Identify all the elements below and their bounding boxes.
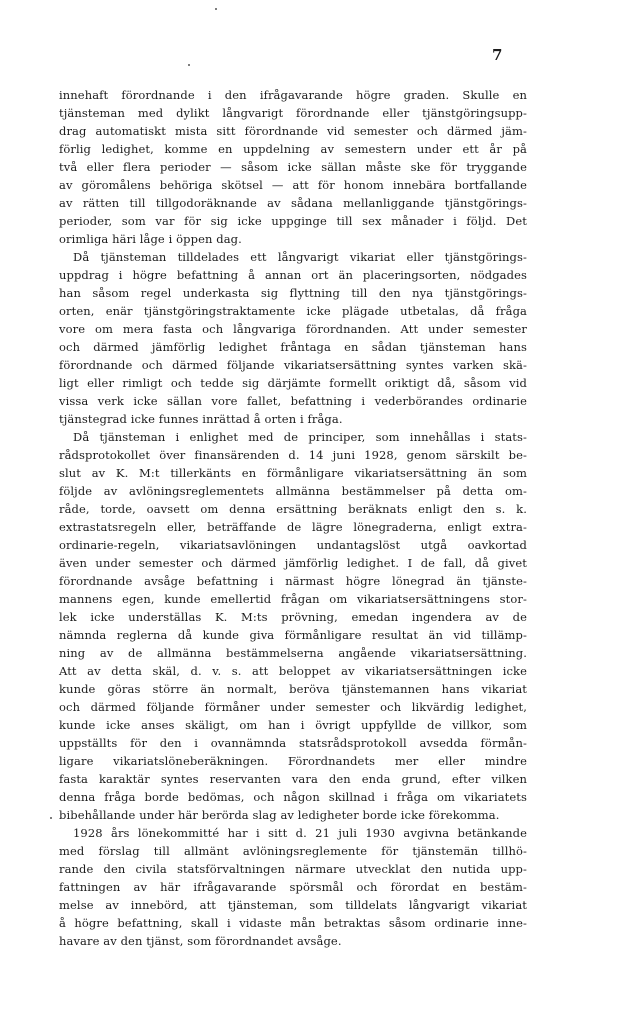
text-line: melse av innebörd, att tjänsteman, som tilldelats långvarigt vikariat — [59, 898, 527, 912]
page-number: 7 — [492, 46, 503, 64]
paragraph — [59, 428, 527, 824]
text-line: å högre befattning, skall i vidaste mån betraktas såsom ordinarie inne- — [59, 916, 527, 930]
text-line: Då tjänsteman tilldelades ett långvarigt vikariat eller tjänstgörings- — [73, 250, 527, 264]
text-line: förlig ledighet, komme en uppdelning av semestern under ett år på — [59, 142, 527, 156]
paragraph — [59, 824, 527, 950]
text-line: bibehållande under här berörda slag av ledigheter borde icke förekomma. — [59, 808, 500, 822]
text-line: kunde göras större än normalt, beröva tjänstemannen hans vikariat — [59, 682, 527, 696]
paragraph — [59, 248, 527, 428]
body-text — [59, 86, 527, 950]
text-line: två eller flera perioder — såsom icke sällan måste ske för tryggande — [59, 160, 527, 174]
text-line: även under semester och därmed jämförlig ledighet. I de fall, då givet — [59, 556, 527, 570]
text-line: uppdrag i högre befattning å annan ort än placeringsorten, nödgades — [59, 268, 527, 282]
text-line: kunde icke anses skäligt, om han i övrigt uppfyllde de villkor, som — [59, 718, 527, 732]
text-line: slut av K. M:t tillerkänts en förmånligare vikariatsersättning än som — [59, 466, 527, 480]
text-line: ordinarie-regeln, vikariatsavlöningen undantagslöst utgå oavkortad — [59, 538, 527, 552]
text-line: orten, enär tjänstgöringstraktamente icke plägade utbetalas, då fråga — [59, 304, 527, 318]
text-line: fasta karaktär syntes reservanten vara den enda grund, efter vilken — [59, 772, 527, 786]
text-line: 1928 års lönekommitté har i sitt d. 21 juli 1930 avgivna betänkande — [73, 826, 527, 840]
text-line: Att av detta skäl, d. v. s. att beloppet av vikariatsersättningen icke — [59, 664, 527, 678]
text-line: och därmed följande förmåner under semester och likvärdig ledighet, — [59, 700, 527, 714]
text-line: av göromålens behöriga skötsel — att för honom innebära bortfallande — [59, 178, 527, 192]
text-line: orimliga häri låge i öppen dag. — [59, 232, 242, 246]
text-line: tjänsteman med dylikt långvarigt förordnande eller tjänstgöringsupp- — [59, 106, 527, 120]
text-line: fattningen av här ifrågavarande spörsmål och förordat en bestäm- — [59, 880, 527, 894]
text-line: nämnda reglerna då kunde giva förmånligare resultat än vid tillämp- — [59, 628, 527, 642]
text-line: ligare vikariatslöneberäkningen. Förordnandets mer eller mindre — [59, 754, 527, 768]
text-line: mannens egen, kunde emellertid frågan om vikariatsersättningens stor- — [59, 592, 527, 606]
text-line: av rätten till tillgodoräknande av sådana mellanliggande tjänstgörings- — [59, 196, 527, 210]
text-line: vore om mera fasta och långvariga förordnanden. Att under semester — [59, 322, 527, 336]
text-line: rande den civila statsförvaltningen närmare utvecklat den nutida upp- — [59, 862, 527, 876]
text-line: Då tjänsteman i enlighet med de principer, som innehållas i stats- — [73, 430, 527, 444]
text-line: drag automatiskt mista sitt förordnande vid semester och därmed jäm- — [59, 124, 527, 138]
text-line: tjänstegrad icke funnes inrättad å orten i fråga. — [59, 412, 343, 426]
text-line: rådsprotokollet över finansärenden d. 14 juni 1928, genom särskilt be- — [59, 448, 527, 462]
text-line: vissa verk icke sällan vore fallet, befattning i vederbörandes ordinarie — [59, 394, 527, 408]
text-line: förordnande och därmed följande vikariatsersättning syntes varken skä- — [59, 358, 527, 372]
text-line: med förslag till allmänt avlöningsreglemente för tjänstemän tillhö- — [59, 844, 527, 858]
text-line: ligt eller rimligt och tedde sig därjämte formellt oriktigt då, såsom vid — [59, 376, 527, 390]
text-line: förordnande avsåge befattning i närmast högre lönegrad än tjänste- — [59, 574, 527, 588]
text-line: denna fråga borde bedömas, och någon skillnad i fråga om vikariatets — [59, 790, 527, 804]
text-line: perioder, som var för sig icke uppginge till sex månader i följd. Det — [59, 214, 527, 228]
text-line: havare av den tjänst, som förordnandet avsåge. — [59, 934, 342, 948]
text-line: och därmed jämförlig ledighet fråntaga en sådan tjänsteman hans — [59, 340, 527, 354]
scan-speck — [50, 817, 52, 819]
text-line: följde av avlöningsreglementets allmänna bestämmelser på detta om- — [59, 484, 527, 498]
text-line: råde, torde, oavsett om denna ersättning beräknats enligt den s. k. — [59, 502, 527, 516]
scan-speck — [215, 8, 217, 10]
text-line: ning av de allmänna bestämmelserna angående vikariatsersättning. — [59, 646, 527, 660]
scan-speck — [188, 64, 190, 66]
text-line: innehaft förordnande i den ifrågavarande högre graden. Skulle en — [59, 88, 527, 102]
text-line: extrastatsregeln eller, beträffande de lägre lönegraderna, enligt extra- — [59, 520, 527, 534]
paragraph — [59, 86, 527, 248]
text-line: uppställts för den i ovannämnda statsrådsprotokoll avsedda förmån- — [59, 736, 527, 750]
text-line: lek icke underställas K. M:ts prövning, emedan ingendera av de — [59, 610, 527, 624]
text-line: han såsom regel underkasta sig flyttning till den nya tjänstgörings- — [59, 286, 527, 300]
